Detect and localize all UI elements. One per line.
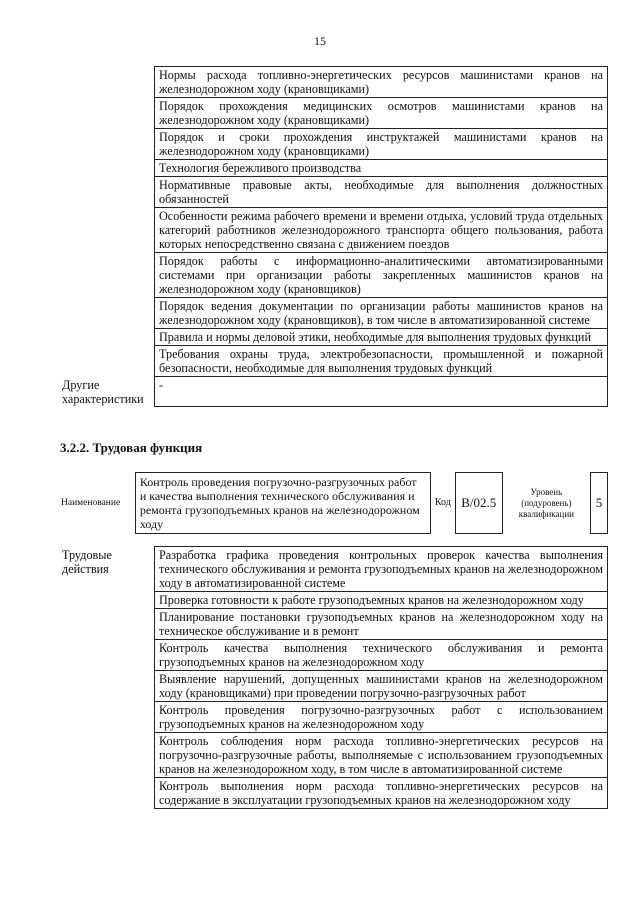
function-level: 5 bbox=[591, 473, 608, 534]
page-number: 15 bbox=[314, 34, 326, 48]
action-item: Разработка графика проведения контрольных проверок качества выполнения технического обслуживания и ремонта грузоподъемных кранов на железнодорожном ходу в автоматизированной системе bbox=[155, 547, 608, 592]
knowledge-item: Технология бережливого производства bbox=[155, 160, 608, 177]
knowledge-item: Порядок и сроки прохождения инструктажей машинистами кранов на железнодорожном ходу (крановщиками) bbox=[155, 129, 608, 160]
knowledge-item: Требования охраны труда, электробезопасности, промышленной и пожарной безопасности, необходимые для выполнения трудовых функций bbox=[155, 346, 608, 377]
action-item: Выявление нарушений, допущенных машинистами кранов на железнодорожном ходу (крановщиками) при проведении погрузочно-разгрузочных работ bbox=[155, 671, 608, 702]
action-item: Контроль соблюдения норм расхода топливно-энергетических ресурсов на погрузочно-разгрузочные работы, выполняемые с использованием грузоподъемных кранов на железнодорожном ходу, в том числе в автоматизированной системе bbox=[155, 733, 608, 778]
other-characteristics-value: - bbox=[155, 377, 608, 407]
knowledge-item: Порядок прохождения медицинских осмотров машинистами кранов на железнодорожном ходу (крановщиками) bbox=[155, 98, 608, 129]
knowledge-item: Порядок ведения документации по организации работы машинистов кранов на железнодорожном ходу (крановщиков), в том числе в автоматизированной системе bbox=[155, 298, 608, 329]
actions-label: Трудовые действия bbox=[60, 547, 155, 809]
function-header-table bbox=[60, 472, 608, 534]
action-item: Контроль выполнения норм расхода топливно-энергетических ресурсов на содержание в эксплуатации грузоподъемных кранов на железнодорожном ходу bbox=[155, 778, 608, 809]
knowledge-item: Особенности режима рабочего времени и времени отдыха, условий труда отдельных категорий работников железнодорожного транспорта общего пользования, работа которых непосредственно связана с движением поездов bbox=[155, 208, 608, 253]
function-code-label: Код bbox=[434, 497, 451, 508]
knowledge-item: Нормативные правовые акты, необходимые для выполнения должностных обязанностей bbox=[155, 177, 608, 208]
knowledge-item: Нормы расхода топливно-энергетических ресурсов машинистами кранов на железнодорожном ходу (крановщиками) bbox=[155, 67, 608, 98]
actions-table bbox=[60, 546, 608, 809]
function-level-label: Уровень (подуровень) квалификации bbox=[518, 486, 574, 519]
knowledge-table bbox=[60, 66, 608, 407]
knowledge-item: Правила и нормы деловой этики, необходимые для выполнения трудовых функций bbox=[155, 329, 608, 346]
function-code: B/02.5 bbox=[455, 473, 502, 534]
function-name-label: Наименование bbox=[61, 498, 121, 508]
other-characteristics-label: Другие характеристики bbox=[60, 377, 155, 407]
function-name: Контроль проведения погрузочно-разгрузочных работ и качества выполнения технического обслуживания и ремонта грузоподъемных кранов на железнодорожном ходу bbox=[135, 473, 430, 534]
knowledge-label-cell bbox=[60, 67, 155, 377]
action-item: Контроль качества выполнения технического обслуживания и ремонта грузоподъемных кранов на железнодорожном ходу bbox=[155, 640, 608, 671]
knowledge-item: Порядок работы с информационно-аналитическими автоматизированными системами при организации работы закрепленных машинистов кранов на железнодорожном ходу (крановщиков) bbox=[155, 253, 608, 298]
section-title: 3.2.2. Трудовая функция bbox=[60, 440, 203, 455]
action-item: Проверка готовности к работе грузоподъемных кранов на железнодорожном ходу bbox=[155, 592, 608, 609]
action-item: Планирование постановки грузоподъемных кранов на железнодорожном ходу на техническое обслуживание и в ремонт bbox=[155, 609, 608, 640]
action-item: Контроль проведения погрузочно-разгрузочных работ с использованием грузоподъемных кранов на железнодорожном ходу bbox=[155, 702, 608, 733]
